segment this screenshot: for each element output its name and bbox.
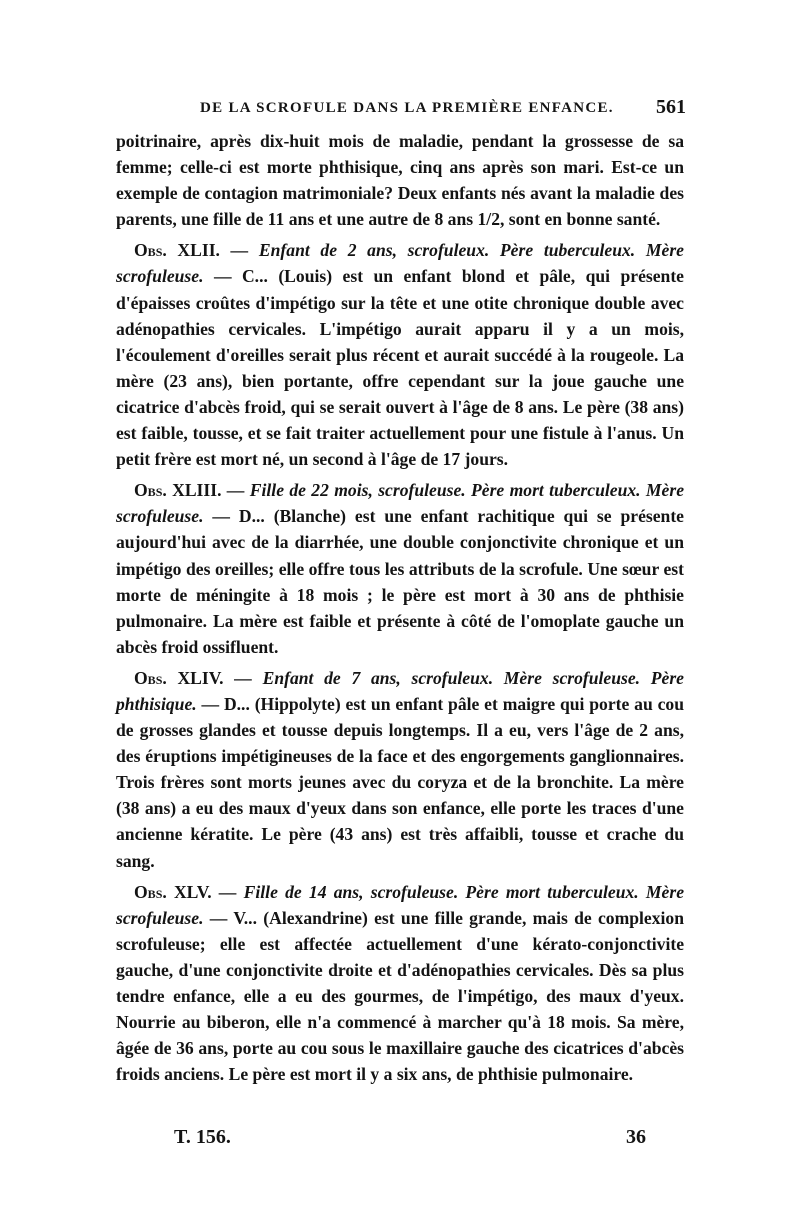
observation-label: Obs. XLIV. [134, 667, 224, 688]
running-title: DE LA SCROFULE DANS LA PREMIÈRE ENFANCE. [200, 100, 614, 116]
observation-label: Obs. XLII. [134, 240, 220, 261]
body-text [116, 128, 684, 1087]
paragraph-continuation: poitrinaire, après dix-huit mois de maladie, pendant la grossesse de sa femme; celle-ci est morte phthisique, cinq ans après son mari. Est-ce un exemple de contagion matrimoniale? Deux enfants nés avant la maladie des parents, une fille de 11 ans et une autre de 8 ans 1/2, sont en bonne santé. [116, 131, 684, 230]
observation-45 [116, 879, 684, 1088]
page-number: 561 [656, 96, 686, 118]
observation-title: — Enfant de 2 ans, scrofuleux. Père tuberculeux. Mère scrofuleuse. [116, 240, 684, 287]
observation-title: — Enfant de 7 ans, scrofuleux. Mère scrofuleuse. Père phthisique. [116, 667, 684, 714]
observation-label: Obs. XLIII. [134, 480, 222, 501]
observation-44 [116, 665, 684, 874]
observation-title: — Fille de 14 ans, scrofuleuse. Père mort tuberculeux. Mère scrofuleuse. [116, 881, 684, 928]
observation-text: — D... (Blanche) est une enfant rachitique qui se présente aujourd'hui avec de la diarrhée, une double conjonctivite chronique et un impétigo des oreilles; elle offre tous les attributs de la scrofule. Une sœur est morte de méningite à 18 mois ; le père est mort à 30 ans de phthisie pulmonaire. La mère est faible et présente à côté de l'omoplate gauche un abcès froid ossifluent. [116, 506, 684, 657]
observation-label: Obs. XLV. [134, 881, 212, 902]
observation-title: — Fille de 22 mois, scrofuleuse. Père mort tuberculeux. Mère scrofuleuse. [116, 480, 685, 527]
fold-number: 36 [626, 1126, 646, 1148]
observation-text: — D... (Hippolyte) est un enfant pâle et maigre qui porte au cou de grosses glandes et tousse depuis longtemps. Il a eu, vers l'âge de 2 ans, des éruptions impétigineuses de la face et des engorgements ganglionnaires. Trois frères sont morts jeunes avec du coryza et de la bronchite. La mère (38 ans) a eu des maux d'yeux dans son enfance, elle porte les traces d'une ancienne kératite. Le père (43 ans) est très affaibli, tousse et crache du sang. [116, 693, 684, 871]
signature-mark: T. 156. [174, 1126, 231, 1148]
observation-text: — V... (Alexandrine) est une fille grande, mais de complexion scrofuleuse; elle est affectée actuellement d'une kérato-conjonctivite gauche, d'une conjonctivite droite et d'adénopathies cervicales. Dès sa plus tendre enfance, elle a eu des gourmes, de l'impétigo, des maux d'yeux. Nourrie au biberon, elle n'a commencé à marcher qu'à 18 mois. Sa mère, âgée de 36 ans, porte au cou sous le maxillaire gauche des cicatrices d'abcès froids anciens. Le père est mort il y a six ans, de phthisie pulmonaire. [116, 907, 685, 1085]
observation-43 [116, 477, 684, 660]
observation-text: — C... (Louis) est un enfant blond et pâle, qui présente d'épaisses croûtes d'impétigo sur la tête et une otite chronique double avec adénopathies cervicales. L'impétigo aurait apparu il y a un mois, l'écoulement d'oreilles serait plus récent et aurait succédé à la rougeole. La mère (23 ans), bien portante, offre cependant sur la joue gauche une cicatrice d'abcès froid, qui se serait ouvert à l'âge de 8 ans. Le père (38 ans) est faible, tousse, et se fait traiter actuellement pour une fistule à l'anus. Un petit frère est mort né, un second à l'âge de 17 jours. [116, 266, 684, 470]
observation-42 [116, 237, 684, 472]
page-footer [116, 1126, 686, 1156]
page-header [116, 96, 686, 124]
